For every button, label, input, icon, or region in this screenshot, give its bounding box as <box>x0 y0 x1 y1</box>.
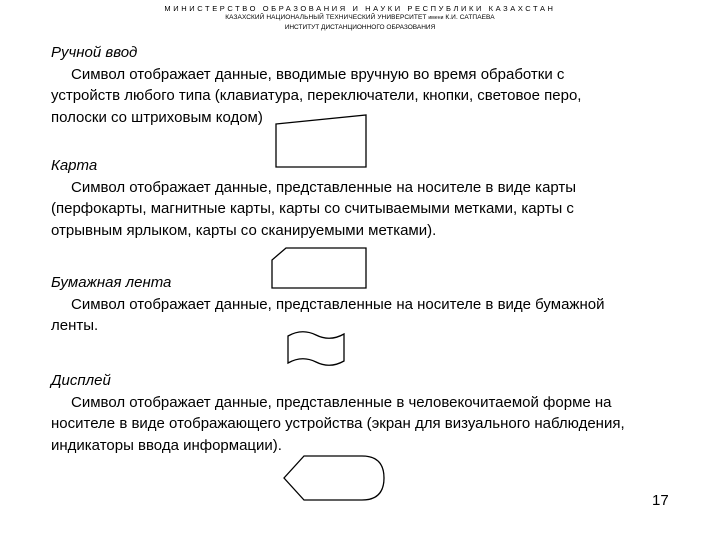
university-name: КАЗАХСКИЙ НАЦИОНАЛЬНЫЙ ТЕХНИЧЕСКИЙ УНИВЕРСИТЕТ <box>225 14 427 21</box>
section-text-line: Символ отображает данные, представленные на носителе в виде карты <box>71 178 577 196</box>
section-text-line: носителе в виде отображающего устройства (экран для визуального наблюдения, <box>51 415 625 432</box>
ministry-header: МИНИСТЕРСТВО ОБРАЗОВАНИЯ И НАУКИ РЕСПУБЛИКИ КАЗАХСТАН <box>164 4 556 13</box>
display-symbol-icon <box>278 452 398 508</box>
section-text-line: ленты. <box>51 317 99 334</box>
section-text-line: Символ отображает данные, представленные в человекочитаемой форме на <box>71 393 612 411</box>
section-title: Дисплей <box>51 372 111 389</box>
university-header <box>0 14 720 21</box>
section-text-line: устройств любого типа (клавиатура, переключатели, кнопки, световое перо, <box>51 87 582 104</box>
section-text-line: полоски со штриховым кодом) <box>51 108 263 126</box>
section-title: Карта <box>51 157 98 174</box>
section-paper-tape <box>51 272 604 337</box>
section-text-line: Символ отображает данные, вводимые вручную во время обработки с <box>71 65 565 83</box>
university-namesake: К.И. САТПАЕВА <box>445 14 495 21</box>
page-number: 17 <box>652 492 669 509</box>
punched-tape-symbol-icon <box>282 328 352 370</box>
section-title: Ручной ввод <box>51 44 138 61</box>
section-text-line: отрывным ярлыком, карты со сканируемыми метками). <box>51 221 437 239</box>
section-display <box>51 370 625 456</box>
section-text-line: Символ отображает данные, представленные на носителе в виде бумажной <box>71 295 605 313</box>
section-title: Бумажная лента <box>51 274 172 291</box>
section-card <box>51 155 576 241</box>
university-named-after: имени <box>428 15 444 21</box>
institute-header: ИНСТИТУТ ДИСТАНЦИОННОГО ОБРАЗОВАНИЯ <box>284 24 436 31</box>
section-text-line: индикаторы ввода информации). <box>51 436 282 454</box>
section-text-line: (перфокарты, магнитные карты, карты со считываемыми метками, карты с <box>51 200 574 217</box>
